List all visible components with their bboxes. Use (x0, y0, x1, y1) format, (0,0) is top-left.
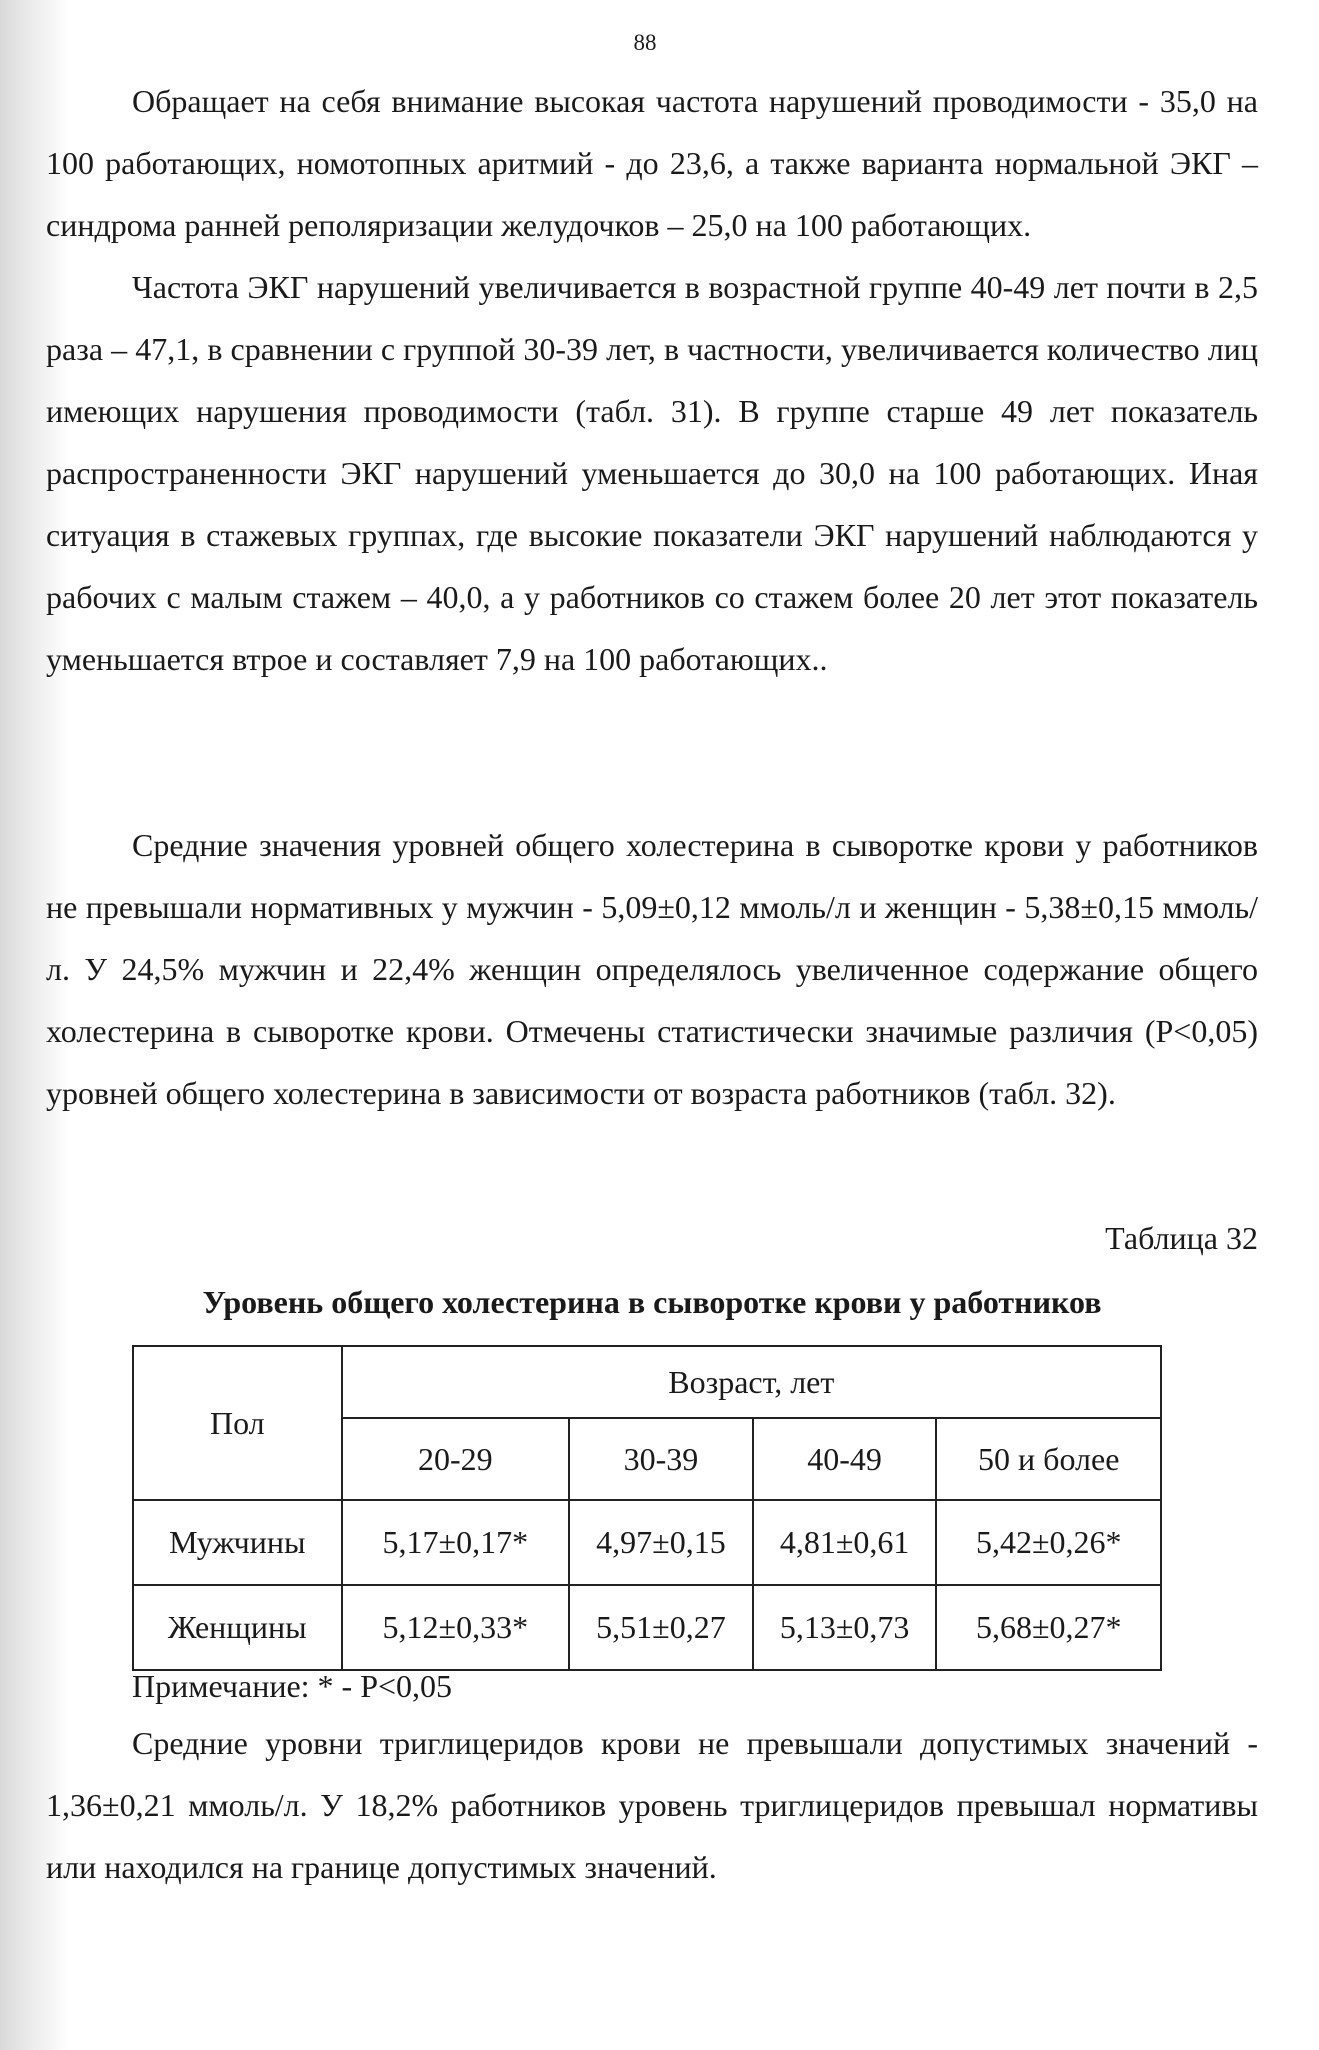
table-header-row (133, 1346, 1161, 1418)
table-cell: 5,42±0,26* (936, 1500, 1161, 1585)
age-group-header: 20-29 (342, 1418, 569, 1500)
table-cell: 5,17±0,17* (342, 1500, 569, 1585)
age-group-header: 50 и более (936, 1418, 1161, 1500)
table-title: Уровень общего холестерина в сыворотке крови у работников (202, 1284, 1102, 1320)
age-group-header: 40-49 (753, 1418, 937, 1500)
row-label: Женщины (133, 1585, 342, 1670)
paragraph-triglycerides: Средние уровни триглицеридов крови не превышали допустимых значений - 1,36±0,21 ммоль/л. У 18,2% работников уровень триглицеридов превышал нормативы или находился на границе допустимых значений. (46, 1725, 1258, 1885)
page-number: 88 (633, 30, 657, 55)
age-group-header: 30-39 (569, 1418, 753, 1500)
table-row-women (133, 1585, 1161, 1670)
table-cell: 4,97±0,15 (569, 1500, 753, 1585)
paragraph-ecg-age-groups: Частота ЭКГ нарушений увеличивается в возрастной группе 40-49 лет почти в 2,5 раза – 47,1, в сравнении с группой 30-39 лет, в частности, увеличивается количество лиц имеющих нарушения проводимости (табл. 31). В группе старше 49 лет показатель распространенности ЭКГ нарушений уменьшается до 30,0 на 100 работающих. Иная ситуация в стажевых группах, где высокие показатели ЭКГ нарушений наблюдаются у рабочих с малым стажем – 40,0, а у работников со стажем более 20 лет этот показатель уменьшается втрое и составляет 7,9 на 100 работающих.. (46, 269, 1258, 677)
table-note: Примечание: * - Р<0,05 (132, 1668, 453, 1704)
row-label: Мужчины (133, 1500, 342, 1585)
sex-header: Пол (133, 1346, 342, 1500)
table-cell: 4,81±0,61 (753, 1500, 937, 1585)
table-caption: Таблица 32 (1105, 1220, 1258, 1256)
paragraph-cholesterol: Средние значения уровней общего холестерина в сыворотке крови у работников не превышали нормативных у мужчин - 5,09±0,12 ммоль/л и женщин - 5,38±0,15 ммоль/л. У 24,5% мужчин и 22,4% женщин определялось увеличенное содержание общего холестерина в сыворотке крови. Отмечены статистически значимые различия (Р<0,05) уровней общего холестерина в зависимости от возраста работников (табл. 32). (46, 827, 1258, 1111)
paragraph-conduction-disorders: Обращает на себя внимание высокая частота нарушений проводимости - 35,0 на 100 работающих, номотопных аритмий - до 23,6, а также варианта нормальной ЭКГ – синдрома ранней реполяризации желудочков – 25,0 на 100 работающих. (46, 83, 1258, 243)
table-cell: 5,13±0,73 (753, 1585, 937, 1670)
cholesterol-table (132, 1345, 1162, 1671)
table-cell: 5,12±0,33* (342, 1585, 569, 1670)
table-cell: 5,51±0,27 (569, 1585, 753, 1670)
table-row-men (133, 1500, 1161, 1585)
table-cell: 5,68±0,27* (936, 1585, 1161, 1670)
age-header: Возраст, лет (342, 1346, 1161, 1418)
